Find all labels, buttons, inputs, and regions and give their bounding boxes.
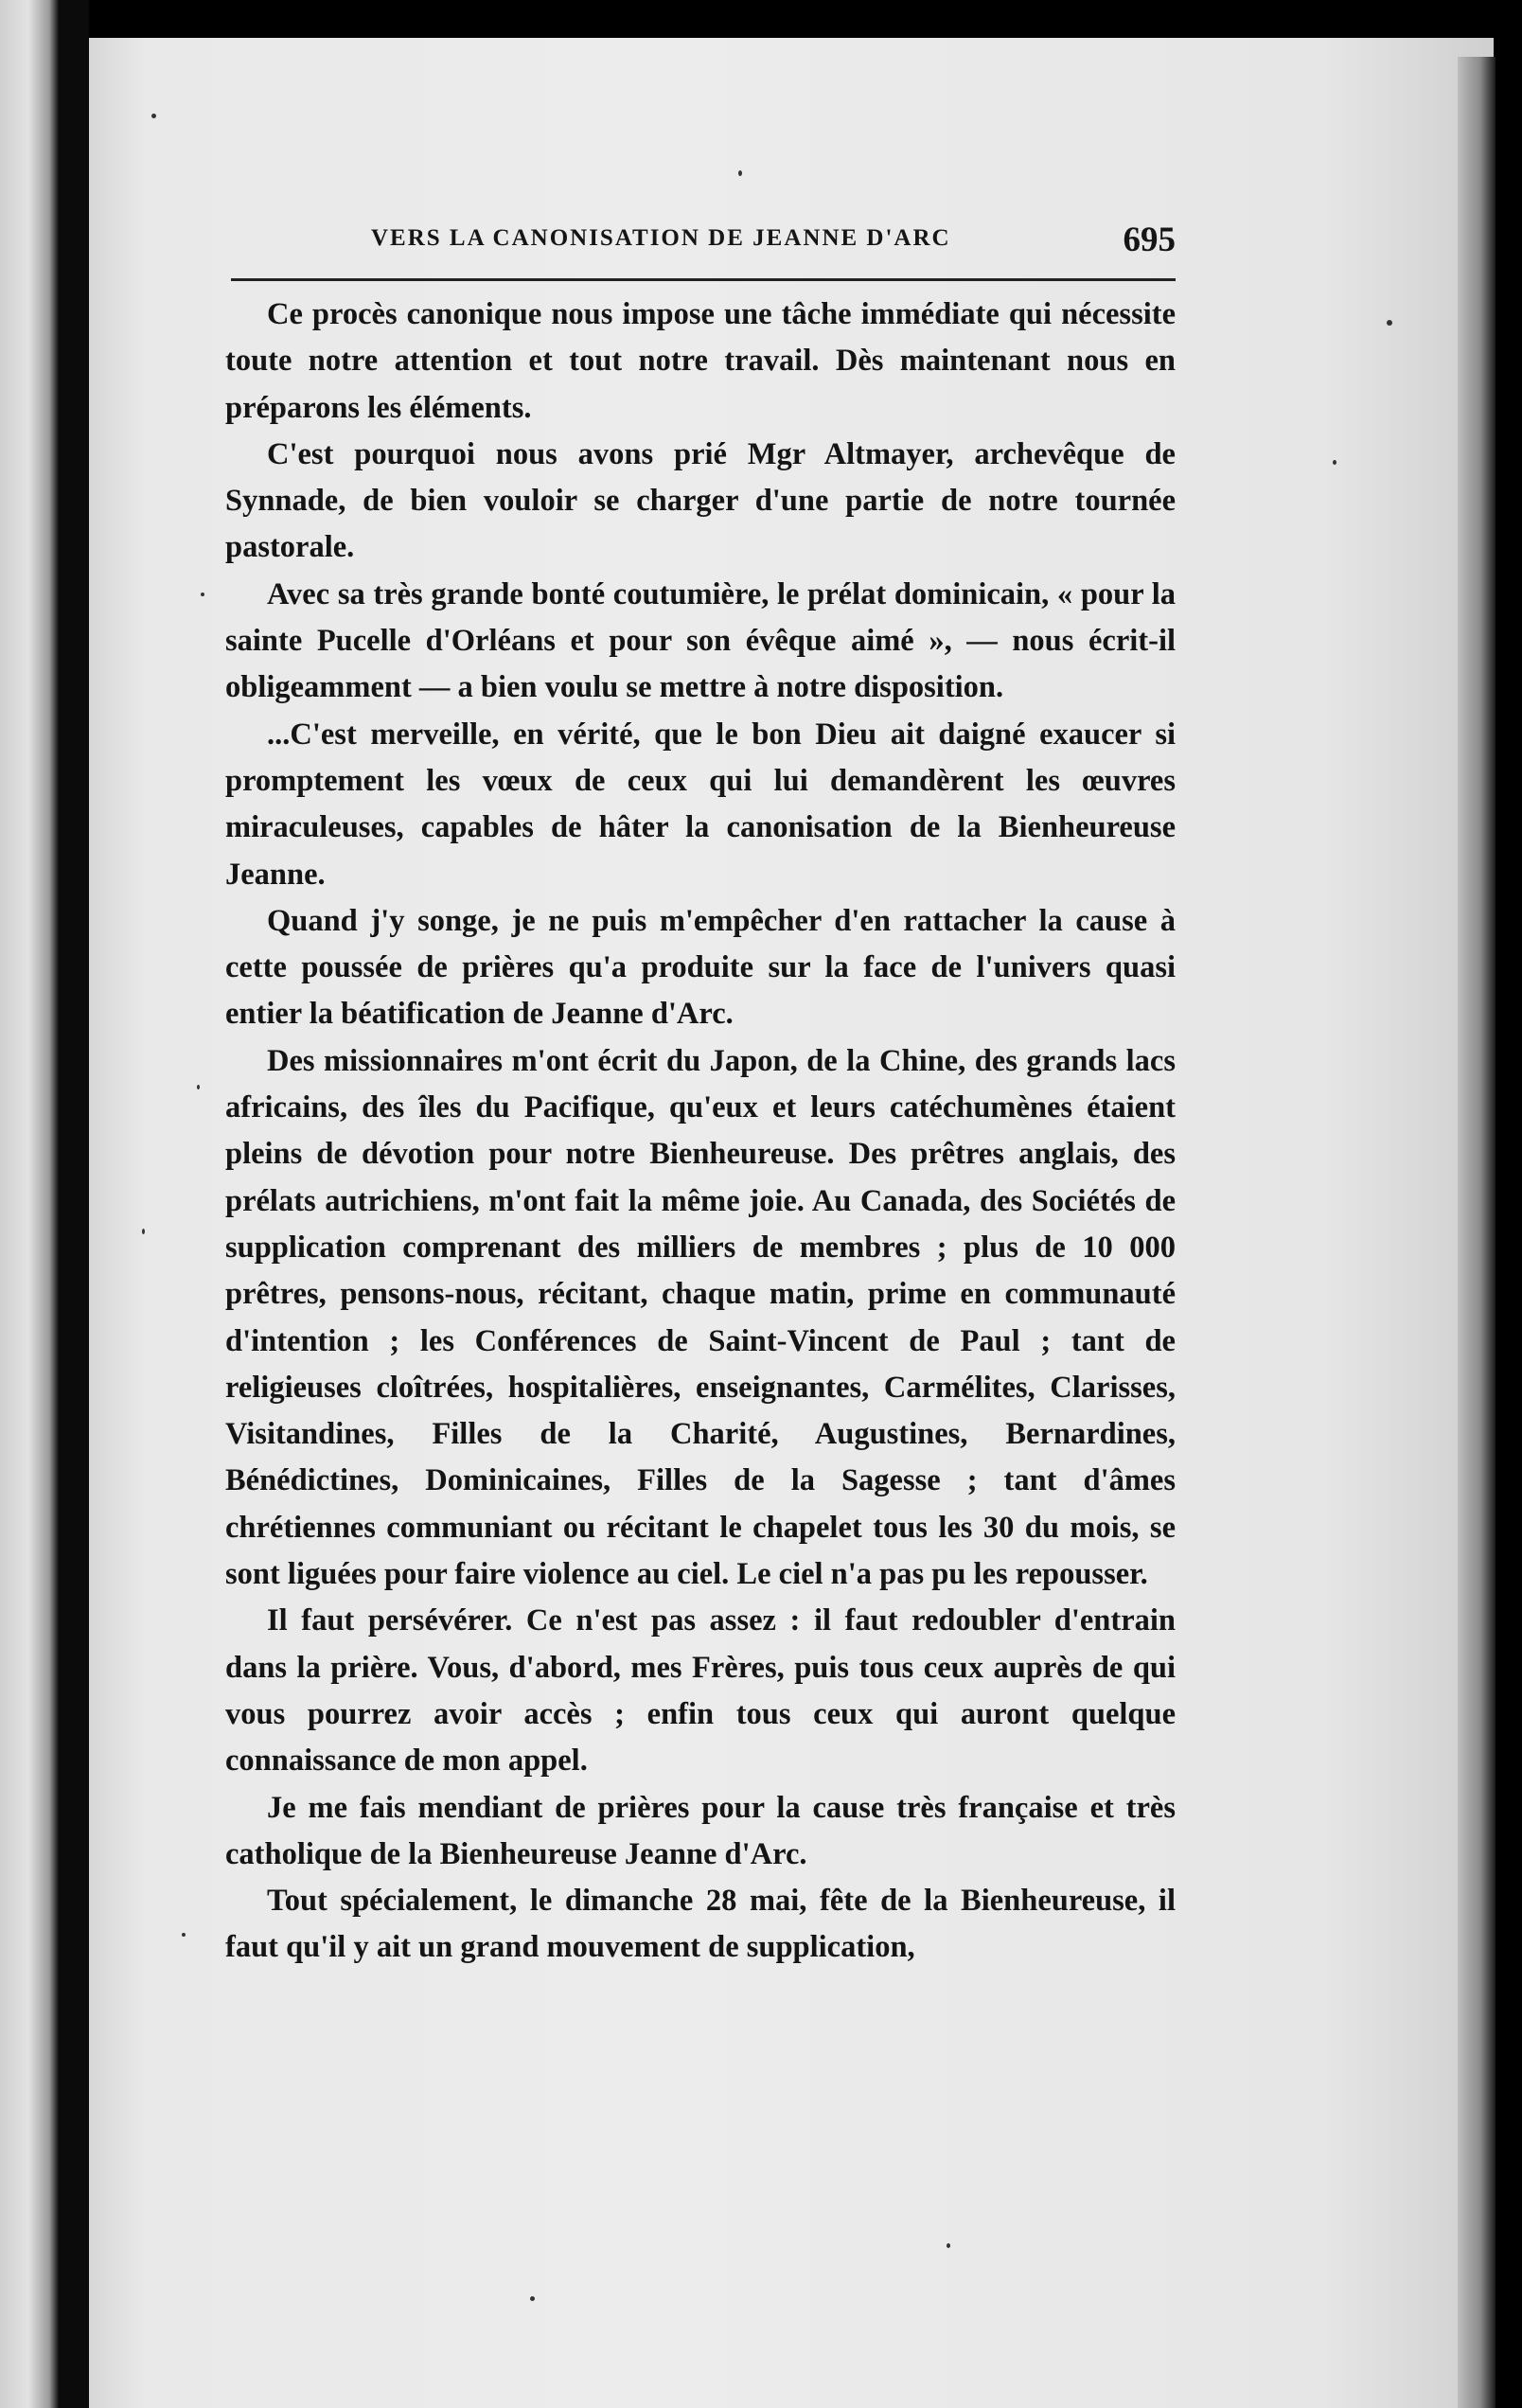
paragraph: Je me fais mendiant de prières pour la cause très française et très catholique de la Bienheureuse Jeanne d'Arc. — [225, 1790, 1176, 1871]
running-title: VERS LA CANONISATION DE JEANNE D'ARC — [371, 225, 951, 251]
paragraph: Tout spécialement, le dimanche 28 mai, fête de la Bienheureuse, il faut qu'il y ait un grand mouvement de supplication, — [225, 1884, 1176, 1965]
paragraph: Quand j'y songe, je ne puis m'empêcher d'en rattacher la cause à cette poussée de prières qu'a produite sur la face de l'univers quasi entier la béatification de Jeanne d'Arc. — [225, 903, 1176, 1032]
running-header — [371, 221, 1176, 263]
paragraph: Il faut persévérer. Ce n'est pas assez : il faut redoubler d'entrain dans la prière. Vous, d'abord, mes Frères, puis tous ceux auprès de qui vous pourrez avoir accès ; enfin tous ceux qui auront quelque connaissance de mon appel. — [225, 1603, 1176, 1779]
paragraph: Des missionnaires m'ont écrit du Japon, de la Chine, des grands lacs africains, des îles du Pacifique, qu'eux et leurs catéchumènes étaient pleins de dévotion pour notre Bienheureuse. Des prêtres anglais, des prélats autrichiens, m'ont fait la même joie. Au Canada, des Sociétés de supplication comprenant des milliers de membres ; plus de 10 000 prêtres, pensons-nous, récitant, chaque matin, prime en communauté d'intention ; les Conférences de Saint-Vincent de Paul ; tant de religieuses cloîtrées, hospitalières, enseignantes, Carmélites, Clarisses, Visitandines, Filles de la Charité, Augustines, Bernardines, Bénédictines, Dominicaines, Filles de la Sagesse ; tant d'âmes chrétiennes communiant ou récitant le chapelet tous les 30 du mois, se sont liguées pour faire violence au ciel. Le ciel n'a pas pu les repousser. — [225, 1043, 1176, 1592]
paragraph: Avec sa très grande bonté coutumière, le prélat dominicain, « pour la sainte Pucelle d'Orléans et pour son évêque aimé », — nous écrit-il obligeamment — a bien voulu se mettre à notre disposition. — [225, 576, 1176, 705]
paragraph: C'est pourquoi nous avons prié Mgr Altmayer, archevêque de Synnade, de bien vouloir se charger d'une partie de notre tournée pastorale. — [225, 436, 1176, 565]
page-number: 695 — [1123, 221, 1176, 259]
paragraph: Ce procès canonique nous impose une tâche immédiate qui nécessite toute notre attention et tout notre travail. Dès maintenant nous en préparons les éléments. — [225, 297, 1176, 425]
body-text — [225, 292, 1176, 1972]
book-gutter — [59, 0, 89, 2408]
previous-page-edge — [0, 0, 59, 2408]
page-right-edge — [1458, 57, 1495, 2408]
header-rule — [231, 278, 1176, 281]
paragraph: ...C'est merveille, en vérité, que le bon Dieu ait daigné exaucer si promptement les vœux de ceux qui lui demandèrent les œuvres miraculeuses, capables de hâter la canonisation de la Bienheureuse Jeanne. — [225, 717, 1176, 892]
